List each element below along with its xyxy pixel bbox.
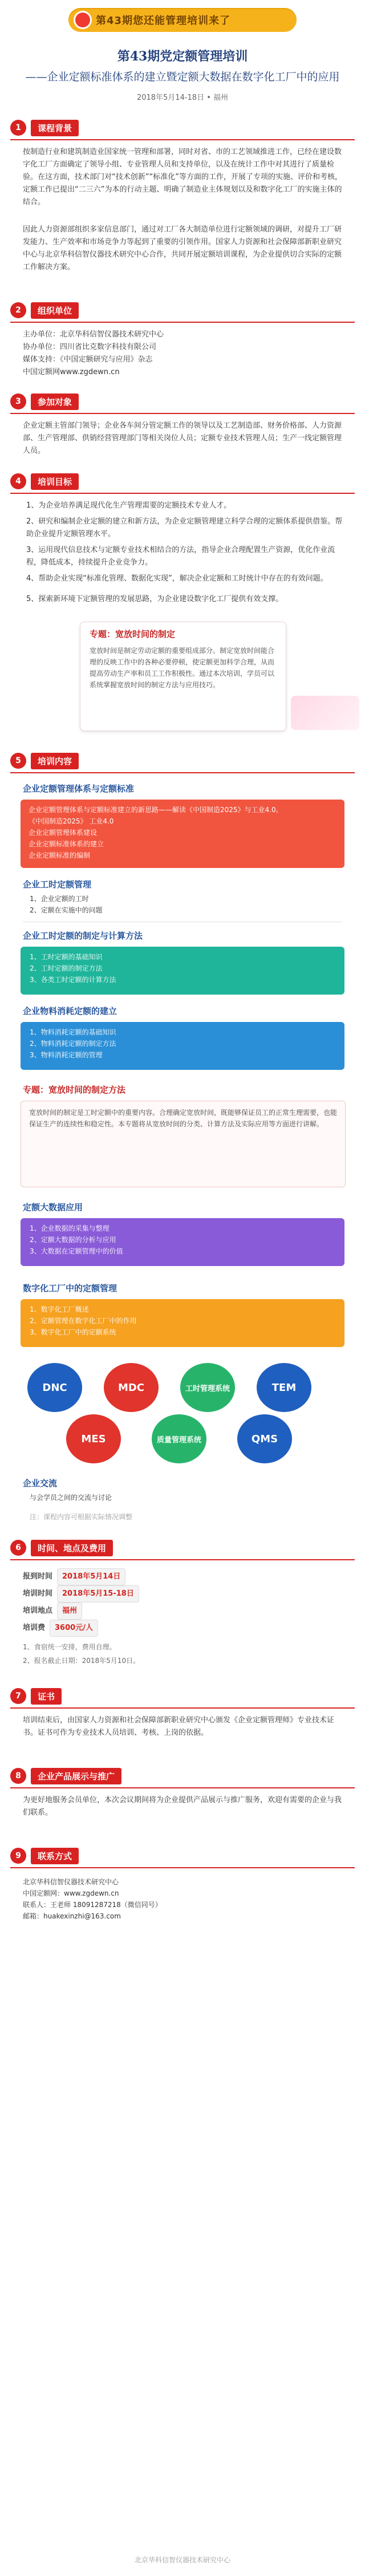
topic2-title: 专题：宽放时间的制定方法	[23, 1085, 126, 1095]
section-label: 课程背景	[31, 120, 79, 136]
red-box-line: 企业定额标准的编制	[29, 851, 91, 859]
section-head-promo	[10, 1768, 121, 1784]
bar-text	[30, 1027, 335, 1061]
module-title: 数字化工厂中的定额管理	[23, 1283, 117, 1293]
red-box-line: 企业定额标准体系的建立	[29, 840, 104, 848]
exchange-text: 与会学员之间的交流与讨论	[30, 1494, 112, 1502]
organizer-list	[23, 328, 342, 379]
module-list	[30, 893, 338, 916]
system-badges	[21, 1357, 344, 1466]
section-number: 5	[10, 753, 26, 769]
date-place: 2018年5月14-18日 • 福州	[136, 94, 229, 102]
organizer-line: 协办单位：四川省比克数字科技有限公司	[23, 343, 157, 351]
bar-line: 1、工时定额的基础知识	[30, 953, 103, 961]
bar-line: 3、数字化工厂中的定额系统	[30, 1328, 116, 1336]
module-list-item: 1、企业定额的工时	[30, 895, 89, 903]
section-label: 联系方式	[31, 1848, 79, 1864]
footer-text: 北京华科信智仪器技术研究中心	[134, 2556, 230, 2564]
contact-block	[23, 1876, 342, 1922]
bar-line: 3、大数据在定额管理中的价值	[30, 1247, 123, 1255]
time-place-note: 1、食宿统一安排，费用自理。	[23, 1643, 116, 1651]
badge-time-system: 工时管理系统	[180, 1363, 235, 1412]
topic2-text: 宽放时间的制定是工时定额中的重要内容。合理确定宽放时间，既能够保证员工的正常生理需要，也能保证生产的连续性和稳定性。本专题将从宽放时间的分类、计算方法及实际应用等方面进行讲解。	[29, 1109, 338, 1128]
page-subtitle: ——企业定额标准体系的建立暨定额大数据在数字化工厂中的应用	[25, 71, 340, 83]
section-head-audience	[10, 394, 79, 409]
content-note: 注：课程内容可根据实际情况调整	[30, 1513, 133, 1521]
section-head-organizer	[10, 302, 79, 318]
bar-line: 1、企业数据的采集与整理	[30, 1224, 110, 1232]
organizer-line: 中国定额网www.zgdewn.cn	[23, 368, 120, 376]
banner-badge-icon	[75, 13, 90, 27]
content-bar-green	[21, 947, 344, 995]
section-label: 企业产品展示与推广	[31, 1768, 121, 1784]
red-box-line: 《中国制造2025》 工业4.0	[29, 817, 114, 825]
section-label: 培训内容	[31, 753, 79, 769]
badge-mes: MES	[66, 1414, 121, 1463]
section-number: 2	[10, 302, 26, 318]
badge-qms: QMS	[237, 1414, 292, 1463]
topic2-box	[21, 1101, 346, 1187]
module-list-item: 2、定额在实施中的问题	[30, 906, 103, 914]
section-underline	[10, 493, 355, 494]
section-underline	[10, 413, 355, 414]
section-label: 培训目标	[31, 473, 79, 490]
audience-text: 企业定额主管部门领导；企业各车间分管定额工作的领导以及工艺制造部、财务价格部、人力资源部、生产管理部、供销经营管理部门等相关岗位人员；定额专业技术管理人员；生产一线定额管理人员。	[23, 421, 342, 455]
organizer-line: 媒体支持：《中国定额研究与应用》杂志	[23, 355, 153, 364]
place-label: 培训地点	[23, 1607, 53, 1615]
fee-label: 培训费	[23, 1624, 46, 1632]
section-number: 7	[10, 1688, 26, 1704]
contact-line: 中国定额网：www.zgdewn.cn	[23, 1889, 119, 1897]
section-head-contact	[10, 1848, 79, 1864]
module-title: 企业物料消耗定额的建立	[23, 1006, 117, 1016]
goal-item: 3、运用现代信息技术与定额专业技术相结合的方法，指导企业合理配置生产资源，优化作业流程，降低成本，持续提升企业竞争力。	[26, 546, 335, 567]
section-label: 证书	[31, 1688, 62, 1705]
fee-value: 3600元/人	[50, 1620, 98, 1637]
module-title: 企业定额管理体系与定额标准	[23, 784, 135, 794]
bar-line: 3、各类工时定额的计算方法	[30, 976, 116, 984]
section-number: 8	[10, 1768, 26, 1784]
section-label: 参加对象	[31, 394, 79, 410]
contact-line: 邮箱：huakexinzhi@163.com	[23, 1912, 121, 1920]
decorative-flowers	[291, 696, 359, 730]
topic-title: 专题：宽放时间的制定	[90, 629, 176, 639]
bar-line: 1、数字化工厂概述	[30, 1305, 89, 1313]
top-banner	[68, 8, 297, 32]
bar-line: 2、定额管理在数字化工厂中的作用	[30, 1317, 137, 1325]
badge-quality-system: 质量管理系统	[152, 1414, 206, 1463]
bar-text	[30, 951, 335, 985]
goal-item: 1、为企业培养满足现代化生产管理需要的定额技术专业人才。	[26, 501, 232, 510]
section-underline	[10, 1787, 355, 1788]
section-underline	[10, 1559, 355, 1560]
section-head-certificate	[10, 1688, 62, 1704]
section-head-goals	[10, 473, 79, 489]
red-box-line: 企业定额管理体系与定额标准建立的新思路——解读《中国制造2025》与工业4.0。	[29, 806, 283, 814]
module-title: 企业工时定额管理	[23, 879, 92, 890]
section-number: 9	[10, 1848, 26, 1864]
section-head-background	[10, 120, 79, 136]
content-bar-orange	[21, 1299, 344, 1347]
bar-line: 1、物料消耗定额的基础知识	[30, 1028, 116, 1036]
organizer-line: 主办单位：北京华科信智仪器技术研究中心	[23, 330, 164, 339]
background-paragraph-1: 按制造行业和建筑制造业国家统一管理和部署，同时对省、市的工艺领域推进工作，已经在建设数字化工厂方面确定了领导小组、专业管理人员和支持单位，以及在统计工作中对其进行了质量检验。在这方面，技术部门对“技术创新”“标准化”等方面的工作，开展了专项的实施、评价和考核，定额工作已提出“二三六”为本的行动主题、明确了制造业主体规划以及和数字化工厂的实施主体的结合。	[23, 148, 342, 206]
section-number: 3	[10, 394, 26, 409]
section-underline	[10, 322, 355, 323]
goal-item: 2、研究和编制企业定额的建立和新方法，为企业定额管理建立科学合理的定额体系提供借鉴。帮助企业提升定额管理水平。	[26, 517, 343, 538]
badge-dnc: DNC	[27, 1363, 82, 1412]
goal-item: 5、探索新环境下定额管理的发展思路，为企业建设数字化工厂提供有效支撑。	[26, 595, 283, 603]
bar-line: 3、物料消耗定额的管理	[30, 1051, 103, 1059]
section-underline	[10, 772, 355, 773]
badge-tem: TEM	[257, 1363, 311, 1412]
content-bar-purple	[21, 1218, 344, 1266]
highlight-red-box	[21, 800, 344, 868]
bar-line: 2、工时定额的制定方法	[30, 964, 103, 972]
bar-text	[30, 1304, 335, 1338]
bar-line: 2、物料消耗定额的制定方法	[30, 1040, 116, 1048]
place-value: 福州	[57, 1603, 82, 1620]
section-number: 1	[10, 120, 26, 136]
train-label: 培训时间	[23, 1589, 53, 1598]
page-title: 第43期党定额管理培训	[117, 49, 248, 64]
module-title: 企业交流	[23, 1478, 58, 1488]
section-underline	[10, 1867, 355, 1868]
bar-text	[30, 1223, 335, 1257]
reg-label: 报到时间	[23, 1572, 53, 1581]
red-box-line: 企业定额管理体系建设	[29, 829, 98, 837]
bar-line: 2、定额大数据的分析与应用	[30, 1236, 116, 1244]
content-bar-blue	[21, 1022, 344, 1070]
time-place-block	[23, 1568, 342, 1668]
section-head-time-place	[10, 1540, 113, 1556]
reg-value: 2018年5月14日	[57, 1568, 125, 1585]
section-underline	[10, 1707, 355, 1709]
section-number: 6	[10, 1540, 26, 1556]
section-underline	[10, 139, 355, 140]
time-place-note: 2、报名截止日期：2018年5月10日。	[23, 1657, 140, 1665]
section-label: 时间、地点及费用	[31, 1540, 113, 1556]
contact-line: 联系人：王老师 18091287218（微信同号）	[23, 1901, 162, 1909]
topic-card	[80, 622, 286, 731]
module-title: 企业工时定额的制定与计算方法	[23, 931, 143, 941]
train-value: 2018年5月15-18日	[57, 1585, 139, 1603]
badge-mdc: MDC	[104, 1363, 159, 1412]
contact-line: 北京华科信智仪器技术研究中心	[23, 1878, 119, 1886]
section-number: 4	[10, 473, 26, 489]
module-title: 定额大数据应用	[23, 1202, 83, 1212]
certificate-text: 培训结束后，由国家人力资源和社会保障部新职业研究中心颁发《企业定额管理师》专业技术证书。证书可作为专业技术人员培训、考核、上岗的依据。	[23, 1716, 335, 1737]
banner-text: 第43期您还能管理培训来了	[96, 15, 231, 27]
goal-item: 4、帮助企业实现“标准化管理、数据化实现”，解决企业定额和工时统计中存在的有效问题。	[26, 574, 328, 583]
topic-text: 宽放时间是制定劳动定额的重要组成部分。制定宽放时间能合理的反映工作中的各种必要停顿，使定额更加科学合理，从而提高劳动生产率和员工工作积极性。通过本次培训，学员可以系统掌握宽放时间的制定方法与应用技巧。	[90, 647, 275, 689]
section-head-content	[10, 753, 79, 769]
section-label: 组织单位	[31, 302, 79, 319]
background-paragraph-2: 因此人力资源部组织多家信息部门，通过对工厂各大制造单位进行定额领域的调研，对提升工厂研发能力、生产效率和市场竞争力等起到了重要的引领作用。国家人力资源和社会保障部新职业研究中心与北京华科信智仪器技术研究中心合作，共同开展定额培训课程，为企业提供切合实际的定额工作解决方案。	[23, 225, 342, 271]
promo-text: 为更好地服务会员单位，本次会议期间将为企业提供产品展示与推广服务，欢迎有需要的企业与我们联系。	[23, 1796, 342, 1817]
